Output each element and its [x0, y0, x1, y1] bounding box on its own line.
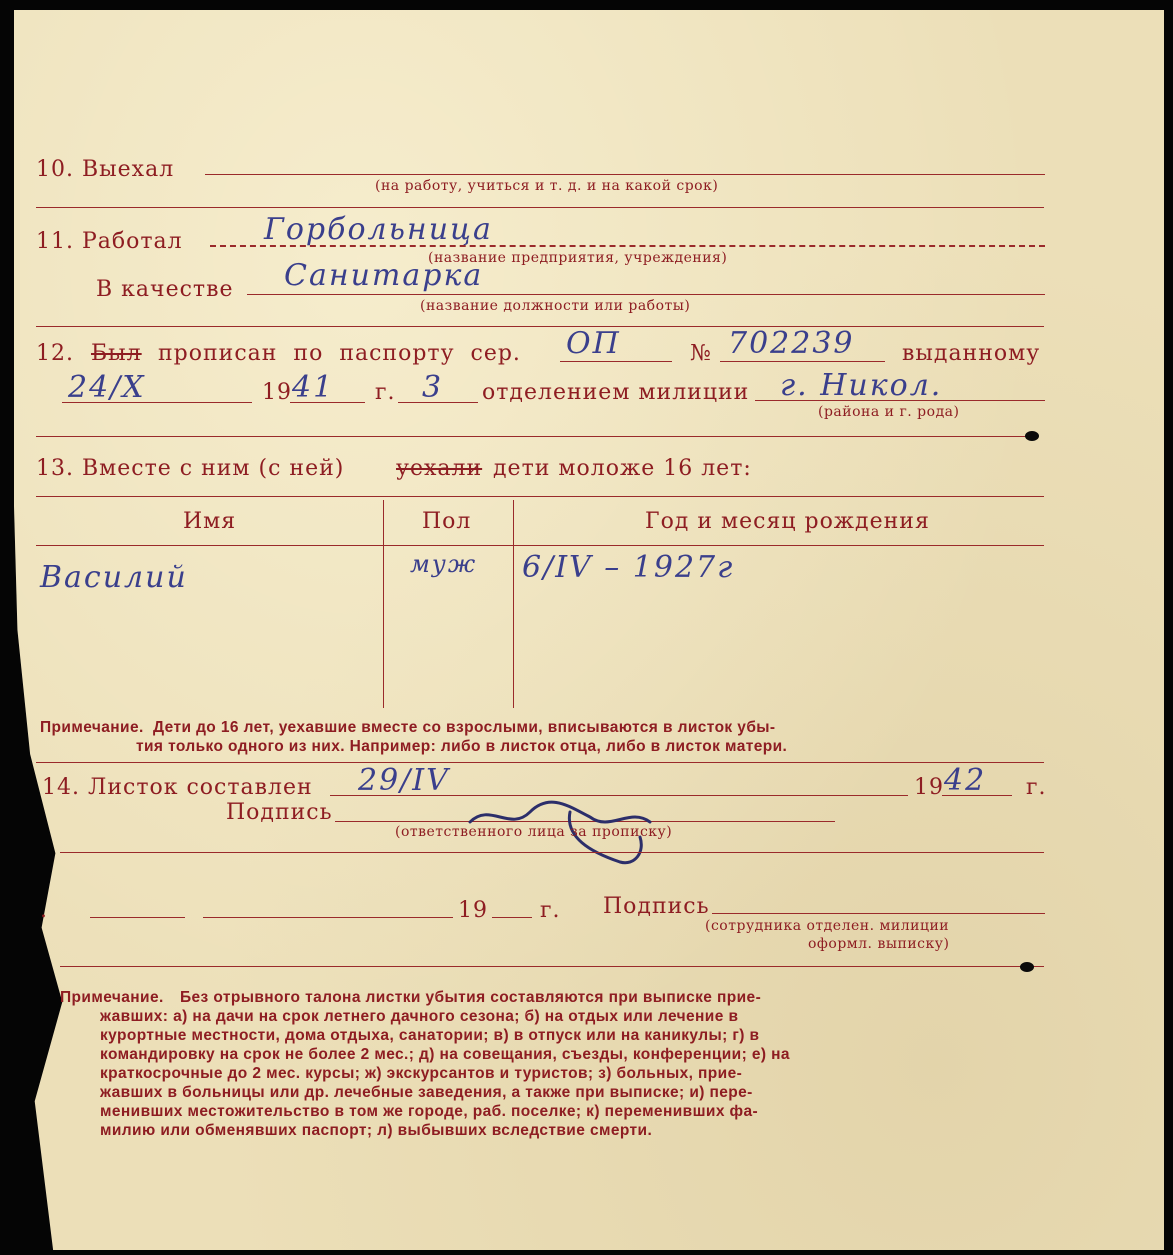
child-name-value: Василий — [40, 560, 188, 595]
child-sex-value: муж — [410, 550, 478, 578]
field-14-year-prefix: 19 — [914, 775, 944, 800]
number-label: № — [690, 341, 712, 366]
table-column-divider — [383, 500, 384, 708]
dept-number-value: 3 — [422, 370, 444, 405]
issue-year-value: 41 — [292, 370, 335, 405]
field-12-number: 12. — [36, 341, 74, 366]
sheet-date-value: 29/IV — [358, 763, 450, 798]
field-10-line — [205, 174, 1045, 175]
city-value: г. Никол. — [780, 368, 943, 403]
divider — [60, 852, 1044, 853]
field-14-year-suffix: г. — [1026, 775, 1047, 800]
worked-value: Горбольница — [264, 212, 493, 247]
column-header-sex: Пол — [422, 509, 472, 534]
sheet-year-value: 42 — [944, 763, 987, 798]
series-value: ОП — [566, 326, 621, 361]
field-10-hint: (на работу, учиться и т. д. и на какой срок) — [375, 178, 719, 194]
divider — [36, 436, 1036, 437]
field-12-label: прописан по паспорту сер. — [158, 341, 521, 366]
city-hint: (района и г. рода) — [818, 404, 960, 420]
table-header-line — [36, 545, 1044, 546]
note-1-line-1: Дети до 16 лет, уехавшие вместе со взрослыми, вписываются в листок убы- — [153, 719, 776, 736]
field-11-label: 11. Работал — [36, 229, 183, 254]
field-15-number-fragment: . — [40, 898, 48, 923]
position-line — [247, 294, 1045, 295]
divider — [36, 207, 1044, 208]
child-birth-value: 6/IV – 1927г — [522, 550, 735, 585]
field-13-struck-word: уехали — [396, 456, 483, 481]
passport-number-value: 702239 — [728, 326, 855, 361]
year-suffix: г. — [375, 380, 396, 405]
issue-date-value: 24/X — [68, 370, 146, 405]
note-2-line-8: милию или обменявших паспорт; л) выбывших вследствие смерти. — [100, 1122, 653, 1139]
field-15-year-line — [492, 917, 532, 918]
document-sheet — [14, 10, 1164, 1250]
field-10-label: 10. Выехал — [36, 157, 175, 182]
table-top-line — [36, 496, 1044, 497]
column-header-name: Имя — [183, 509, 237, 534]
field-15-sign-label: Подпись — [603, 894, 710, 919]
note-2-line-5: краткосрочные до 2 мес. курсы; ж) экскурсантов и туристов; з) больных, прие- — [100, 1065, 743, 1082]
table-column-divider — [513, 500, 514, 708]
field-15-sign-hint-1: (сотрудника отделен. милиции — [705, 918, 950, 934]
year-prefix: 19 — [262, 380, 292, 405]
field-14-label: 14. Листок составлен — [42, 775, 313, 800]
field-15-day-line — [90, 917, 185, 918]
note-1-line-2: тия только одного из них. Например: либо в листок отца, либо в листок матери. — [136, 738, 788, 755]
field-11-org-hint: (название предприятия, учреждения) — [428, 250, 728, 266]
note-2-line-4: командировку на срок не более 2 мес.; д) на совещания, съезды, конференции; е) на — [100, 1046, 790, 1063]
note-2-line-7: менивших местожительство в том же городе, раб. поселке; к) переменивших фа- — [100, 1103, 759, 1120]
field-14-sign-hint: (ответственного лица за прописку) — [395, 824, 673, 840]
note-2-line-1: Без отрывного талона листки убытия составляются при выписке прие- — [180, 989, 762, 1006]
divider — [36, 762, 1044, 763]
divider — [60, 966, 1044, 967]
position-value: Санитарка — [284, 258, 484, 293]
issued-label: выданному — [902, 341, 1041, 366]
field-15-year-prefix: 19 — [458, 898, 488, 923]
dept-label: отделением милиции — [482, 380, 750, 405]
note-2-line-3: курортные местности, дома отдыха, санатории; в) в отпуск или на каникулы; г) в — [100, 1027, 760, 1044]
field-13-label-start: 13. Вместе с ним (с ней) — [36, 456, 345, 481]
field-15-year-suffix: г. — [540, 898, 561, 923]
field-15-month-line — [203, 917, 453, 918]
column-header-birth: Год и месяц рождения — [645, 509, 930, 534]
field-14-sign-label: Подпись — [226, 800, 333, 825]
punch-hole — [1025, 431, 1039, 441]
field-15-sign-hint-2: оформл. выписку) — [808, 936, 950, 952]
number-line — [720, 361, 885, 362]
note-2-line-2: жавших: а) на дачи на срок летнего дачного сезона; б) на отдых или лечение в — [100, 1008, 739, 1025]
series-line — [560, 361, 672, 362]
punch-hole — [1020, 962, 1034, 972]
note-2-line-6: жавших в больницы или др. лечебные заведения, а также при выписке; и) пере- — [100, 1084, 753, 1101]
position-label: В качестве — [96, 277, 234, 302]
field-12-struck-word: Был — [91, 341, 142, 366]
divider — [36, 326, 1044, 327]
note-2-title: Примечание. — [60, 989, 164, 1006]
field-13-label-end: дети моложе 16 лет: — [493, 456, 752, 481]
note-1-title: Примечание. — [40, 719, 144, 736]
field-15-sign-line — [712, 913, 1045, 914]
position-hint: (название должности или работы) — [420, 298, 691, 314]
